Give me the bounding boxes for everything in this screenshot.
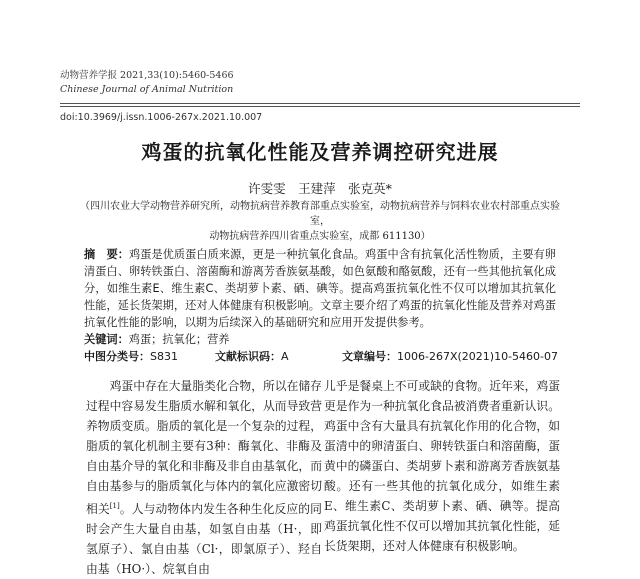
- body-left-cont: 。人与动物体内发生各种生化反应的同时会产生大量自由基，如氢自由基（H·，即氢原子）、氯自由基（Cl·，即氯原子）、羟自由基（HO·）、烷氧自由: [86, 501, 322, 576]
- body-paragraph: 儿乎是餐桌上不可或缺的食物。近年来，鸡蛋更是作为一种抗氧化食品被消费者重新认识。鸡蛋中含有大量具有抗氧化作用的化合物，如蛋清中的卵清蛋白、卵转铁蛋白和溶菌酶，蛋黄中的磷蛋白、类胡萝卜素和游离芳香族氨基酸。还有一些其他的抗氧化成分，如维生素E、维生素C、类胡萝卜素、硒、碘等。提高鸡蛋抗氧化性不仅可以增加其抗氧化性能，延长货架期，还对人体健康有积极影响。: [324, 379, 560, 553]
- keywords: [84, 331, 229, 347]
- abstract: [84, 246, 556, 331]
- paper-title: 鸡蛋的抗氧化性能及营养调控研究进展: [141, 140, 499, 164]
- journal-name-cn: 动物营养学报 2021,33(10):5460-5466: [60, 70, 234, 81]
- body-paragraph: [86, 376, 322, 579]
- article-no-label: 文章编号：: [342, 350, 397, 363]
- authors: 许雯雯 王建萍 张克英*: [248, 181, 392, 196]
- body-column-left: [86, 376, 322, 579]
- article-no-value: 1006-267X(2021)10-5460-07: [397, 350, 558, 363]
- doc-code-value: A: [281, 350, 289, 363]
- abstract-text: 鸡蛋是优质蛋白质来源，更是一种抗氧化食品。鸡蛋中含有抗氧化活性物质，主要有卵清蛋白、卵转铁蛋白、溶菌酶和游离芳香族氨基酸，如色氨酸和酪氨酸，还有一些其他抗氧化成分，如维生素E、维生素C、类胡萝卜素、硒、碘等。提高鸡蛋抗氧化性不仅可以增加其抗氧化性能，延长货架期，还对人体健康有积极影响。文章主要介绍了鸡蛋的抗氧化性能及营养对鸡蛋抗氧化性能的影响，以期为后续深入的基础研究和应用开发提供参考。: [84, 248, 556, 329]
- header-rule: [60, 103, 580, 104]
- doi-line[interactable]: doi:10.3969/j.issn.1006-267x.2021.10.007: [60, 112, 263, 123]
- keywords-label: 关键词：: [84, 333, 129, 346]
- abstract-label: 摘 要：: [84, 248, 129, 261]
- affiliation-line-1: （四川农业大学动物营养研究所，动物抗病营养教育部重点实验室，动物抗病营养与饲料农业农村部重点实验室，: [80, 201, 560, 227]
- body-column-right: [324, 376, 560, 556]
- classification: [84, 348, 178, 364]
- citation-ref[interactable]: [1]: [109, 502, 120, 510]
- journal-name-en: Chinese Journal of Animal Nutrition: [60, 84, 234, 95]
- classification-value: S831: [150, 350, 178, 363]
- body-left-text: 鸡蛋中存在大量脂类化合物，所以在储存过程中容易发生脂质水解和氧化，从而导致营养物质变质。脂质的氧化是一个复杂的过程，脂质的氧化机制主要有3种：酶氧化、非酶及自由基介导的氧化和非酶及非自由基氧化，而自由基参与的脂质氧化与体内的氧化应激密切相关: [86, 379, 322, 516]
- classification-label: 中图分类号：: [84, 350, 150, 363]
- document-code: [215, 348, 289, 364]
- affiliation-line-2: 动物抗病营养四川省重点实验室，成都 611130）: [209, 231, 431, 242]
- affiliation: [80, 199, 560, 244]
- keywords-text: 鸡蛋；抗氧化；营养: [128, 333, 230, 346]
- doc-code-label: 文献标识码：: [215, 350, 281, 363]
- article-number: [342, 348, 558, 364]
- journal-header: [60, 69, 234, 97]
- header-rule-thin: [60, 106, 580, 107]
